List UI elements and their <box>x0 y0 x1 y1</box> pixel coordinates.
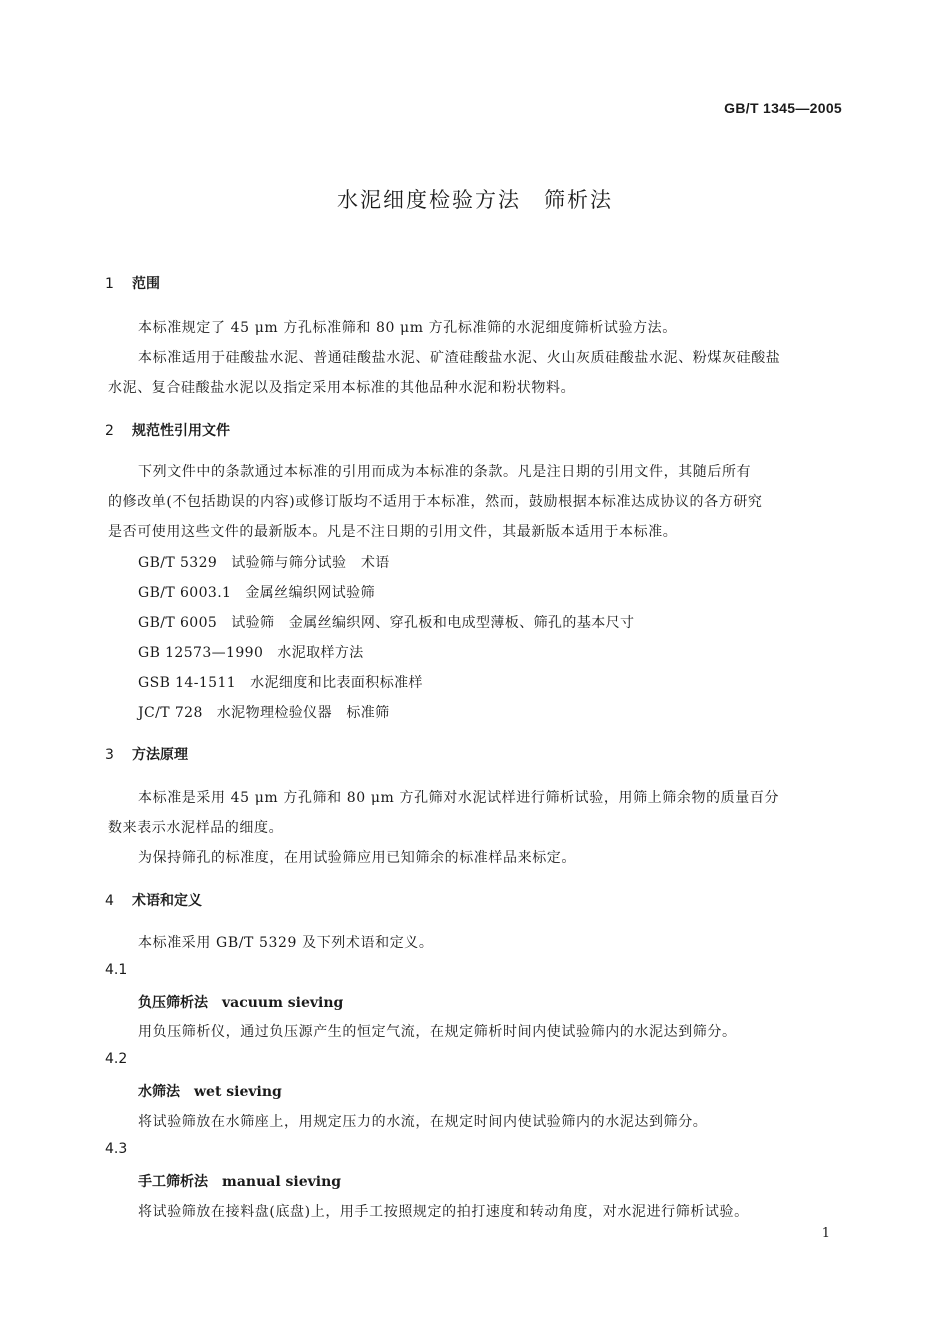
reference-code: JC/T 728 <box>138 705 203 721</box>
section-4-heading <box>105 890 202 910</box>
reference-code: GB/T 5329 <box>138 555 218 571</box>
term-heading <box>138 1171 341 1191</box>
section-1-heading <box>105 273 160 293</box>
section-number: 1 <box>105 276 114 292</box>
clause-number: 4.2 <box>105 1051 128 1067</box>
reference-title: 水泥取样方法 <box>277 645 364 661</box>
section-number: 4 <box>105 893 114 909</box>
reference-title: 试验筛与筛分试验 术语 <box>231 555 390 571</box>
paragraph: 本标准采用 GB/T 5329 及下列术语和定义。 <box>138 935 434 951</box>
term-en: manual sieving <box>222 1174 342 1190</box>
section-title: 术语和定义 <box>132 893 202 909</box>
reference-code: GSB 14-1511 <box>138 675 237 691</box>
clause-number: 4.3 <box>105 1141 128 1157</box>
section-3-heading <box>105 744 188 764</box>
paragraph: 数来表示水泥样品的细度。 <box>108 820 284 836</box>
paragraph: 为保持筛孔的标准度，在用试验筛应用已知筛余的标准样品来标定。 <box>138 850 576 866</box>
term-zh: 水筛法 <box>138 1084 180 1100</box>
reference-title: 水泥物理检验仪器 标准筛 <box>216 705 390 721</box>
term-zh: 负压筛析法 <box>138 995 208 1011</box>
reference-item <box>138 672 423 692</box>
paragraph: 本标准适用于硅酸盐水泥、普通硅酸盐水泥、矿渣硅酸盐水泥、火山灰质硅酸盐水泥、粉煤灰硅酸盐 <box>138 350 781 366</box>
reference-code: GB/T 6003.1 <box>138 585 232 601</box>
section-number: 3 <box>105 747 114 763</box>
term-en: wet sieving <box>194 1084 282 1100</box>
reference-item <box>138 582 375 602</box>
paragraph: 下列文件中的条款通过本标准的引用而成为本标准的条款。凡是注日期的引用文件，其随后所有 <box>138 464 752 480</box>
reference-item <box>138 642 364 662</box>
term-definition: 将试验筛放在接料盘(底盘)上，用手工按照规定的拍打速度和转动角度，对水泥进行筛析试验。 <box>138 1204 749 1220</box>
paragraph: 的修改单(不包括勘误的内容)或修订版均不适用于本标准，然而，鼓励根据本标准达成协议的各方研究 <box>108 494 763 510</box>
page-title: 水泥细度检验方法 筛析法 <box>337 188 613 212</box>
section-number: 2 <box>105 423 114 439</box>
paragraph: 本标准规定了 45 μm 方孔标准筛和 80 μm 方孔标准筛的水泥细度筛析试验方法。 <box>138 320 677 336</box>
reference-item <box>138 552 390 572</box>
term-heading <box>138 992 343 1012</box>
term-heading <box>138 1081 282 1101</box>
paragraph: 水泥、复合硅酸盐水泥以及指定采用本标准的其他品种水泥和粉状物料。 <box>108 380 576 396</box>
reference-title: 试验筛 金属丝编织网、穿孔板和电成型薄板、筛孔的基本尺寸 <box>231 615 635 631</box>
paragraph: 本标准是采用 45 μm 方孔筛和 80 μm 方孔筛对水泥试样进行筛析试验，用筛上筛余物的质量百分 <box>138 790 780 806</box>
reference-item <box>138 702 390 722</box>
reference-item <box>138 612 634 632</box>
reference-code: GB/T 6005 <box>138 615 218 631</box>
page-number: 1 <box>821 1226 830 1241</box>
clause-number: 4.1 <box>105 962 128 978</box>
reference-title: 金属丝编织网试验筛 <box>245 585 375 601</box>
section-title: 范围 <box>132 276 160 292</box>
standard-number: GB/T 1345—2005 <box>724 100 842 116</box>
section-title: 方法原理 <box>132 747 188 763</box>
term-definition: 将试验筛放在水筛座上，用规定压力的水流，在规定时间内使试验筛内的水泥达到筛分。 <box>138 1114 708 1130</box>
section-2-heading <box>105 420 230 440</box>
term-zh: 手工筛析法 <box>138 1174 208 1190</box>
reference-title: 水泥细度和比表面积标准样 <box>250 675 423 691</box>
term-definition: 用负压筛析仪，通过负压源产生的恒定气流，在规定筛析时间内使试验筛内的水泥达到筛分。 <box>138 1024 737 1040</box>
reference-code: GB 12573—1990 <box>138 645 264 661</box>
paragraph: 是否可使用这些文件的最新版本。凡是不注日期的引用文件，其最新版本适用于本标准。 <box>108 524 678 540</box>
term-en: vacuum sieving <box>222 995 344 1011</box>
section-title: 规范性引用文件 <box>132 423 230 439</box>
